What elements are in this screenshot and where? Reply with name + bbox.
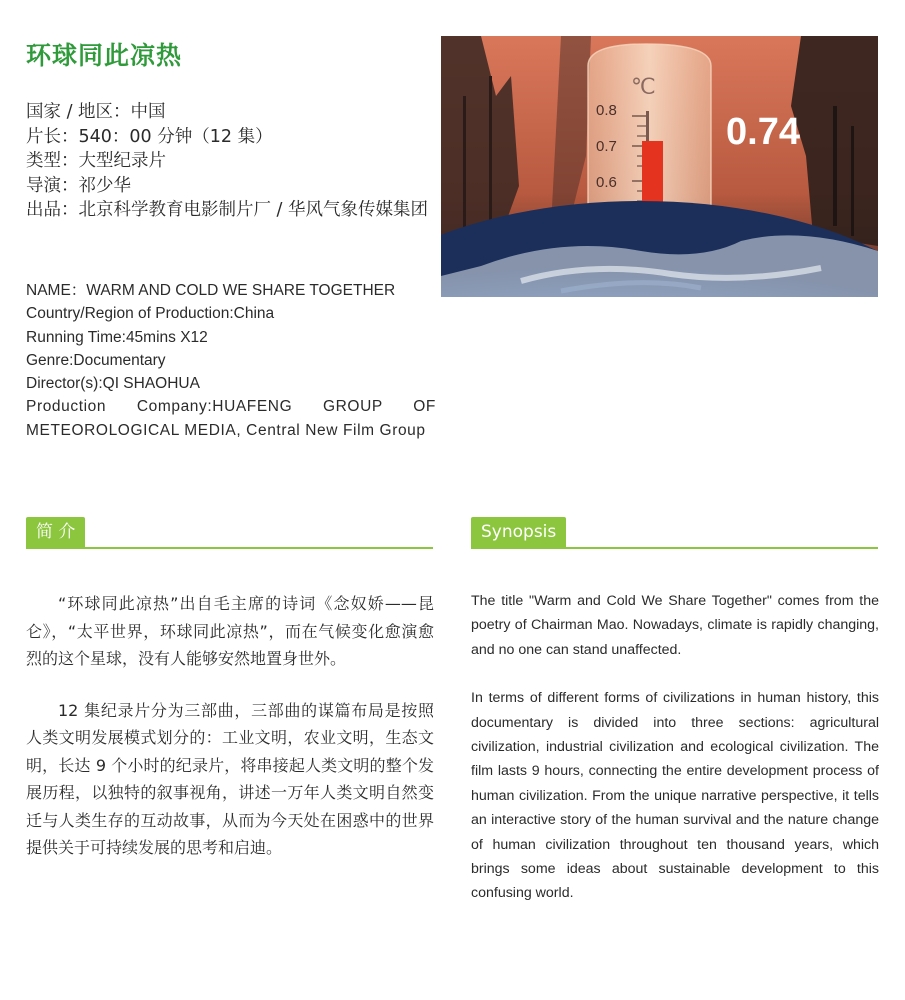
country-line: 国家 / 地区：中国 — [26, 102, 166, 122]
scale-label-0-6: 0.6 — [596, 174, 617, 191]
director-line: 导演：祁少华 — [26, 175, 131, 196]
chinese-synopsis-header — [26, 517, 433, 551]
running-time-line: 片长：540：00 分钟（12 集） — [26, 126, 273, 147]
english-synopsis-text — [471, 589, 879, 930]
chinese-synopsis-paragraph-2: 12 集纪录片分为三部曲，三部曲的谋篇布局是按照人类文明发展模式划分的：工业文明，农业文明，生态文明，长达 9 个小时的纪录片，将串接起人类文明的整个发展历程，以独特的叙事视角，讲述一万年人类文明自然变迁与人类生存的互动故事，从而为今天处在困惑中的世界提供关于可持续发展的思考和启迪。 — [26, 700, 434, 857]
chinese-synopsis-heading: 简 介 — [26, 517, 85, 547]
english-synopsis-paragraph-1: The title "Warm and Cold We Share Together" comes from the poetry of Chairman Mao. Nowadays, climate is rapidly changing, and no one can stand unaffected. — [471, 593, 879, 658]
english-synopsis-paragraph-2: In terms of different forms of civilizations in human history, this documentary is divided into three sections: agricultural civilization, industrial civilization and ecological civilization. The film lasts 9 hours, connecting the entire development process of human civilization. From the unique narrative perspective, it tells an interactive story of the human survival and the nature change of human civilization throughout ten thousand years, which brings some ideas about sustainable development to this confusing world. — [471, 690, 879, 902]
genre-line: 类型：大型纪录片 — [26, 151, 166, 171]
director-line-en: Director(s):QI SHAOHUA — [26, 375, 200, 393]
name-line: NAME：WARM AND COLD WE SHARE TOGETHER — [26, 282, 396, 299]
celsius-unit-label: ℃ — [631, 74, 656, 99]
chinese-synopsis-paragraph-1: “环球同此凉热”出自毛主席的诗词《念奴娇——昆仑》，“太平世界，环球同此凉热”，而在气候变化愈演愈烈的这个星球，没有人能够安然地置身世外。 — [26, 594, 434, 668]
temperature-value: 0.74 — [726, 111, 800, 153]
english-info-block — [26, 279, 436, 442]
heading-divider — [26, 547, 433, 549]
heading-divider — [471, 547, 878, 549]
chinese-synopsis-text — [26, 590, 434, 886]
scale-label-0-7: 0.7 — [596, 138, 617, 155]
genre-line-en: Genre:Documentary — [26, 351, 166, 369]
english-synopsis-header — [471, 517, 878, 551]
company-line-en: Production Company:HUAFENG GROUP OF METEOROLOGICAL MEDIA, Central New Film Group — [26, 398, 436, 439]
country-line-en: Country/Region of Production:China — [26, 305, 275, 323]
scale-label-0-8: 0.8 — [596, 102, 617, 119]
chinese-info-block — [26, 100, 436, 223]
page-title: 环球同此凉热 — [26, 41, 183, 70]
running-time-line-en: Running Time:45mins X12 — [26, 328, 208, 346]
producer-line: 出品：北京科学教育电影制片厂 / 华风气象传媒集团 — [26, 200, 429, 220]
hero-image — [441, 36, 878, 297]
english-synopsis-heading: Synopsis — [471, 517, 566, 547]
